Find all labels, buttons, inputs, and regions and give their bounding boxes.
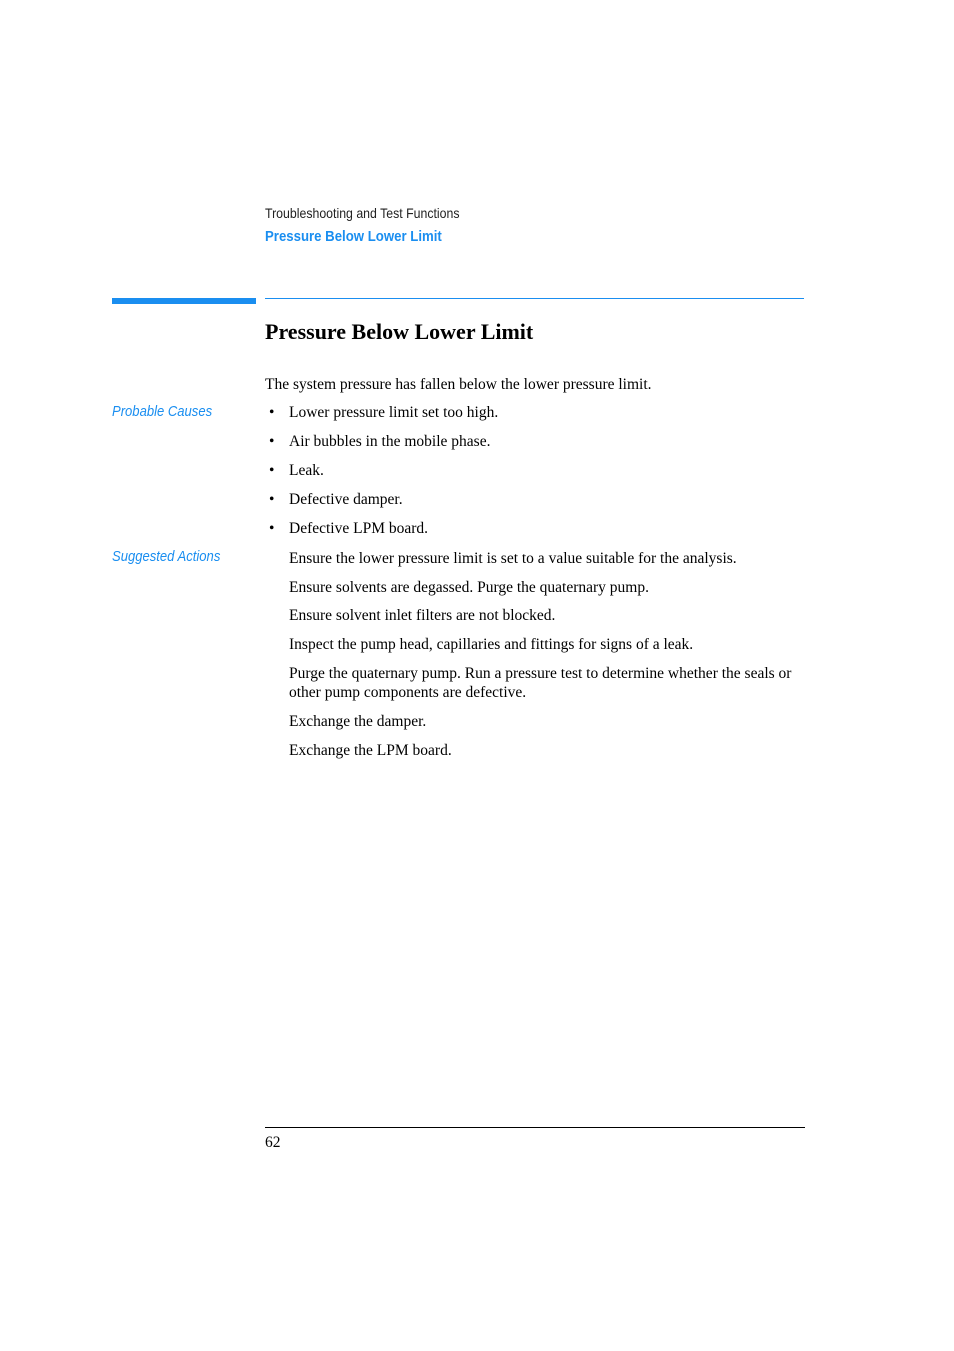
action-item: Ensure solvents are degassed. Purge the quaternary pump. — [289, 579, 649, 596]
section-accent-bar — [112, 298, 256, 304]
running-header-title: Pressure Below Lower Limit — [265, 228, 442, 245]
action-item: Exchange the damper. — [289, 713, 427, 730]
running-header-section: Troubleshooting and Test Functions — [265, 205, 460, 221]
page-number: 62 — [265, 1134, 281, 1151]
bullet-icon: • — [269, 520, 275, 537]
action-item: Exchange the LPM board. — [289, 742, 452, 759]
bullet-icon: • — [269, 491, 275, 508]
intro-paragraph: The system pressure has fallen below the lower pressure limit. — [265, 376, 652, 393]
page-title: Pressure Below Lower Limit — [265, 319, 534, 344]
cause-text: Leak. — [289, 462, 324, 479]
cause-text: Lower pressure limit set too high. — [289, 404, 499, 421]
suggested-actions-label: Suggested Actions — [112, 549, 221, 565]
footer-divider — [265, 1127, 805, 1128]
probable-causes-label: Probable Causes — [112, 404, 213, 420]
action-item: Purge the quaternary pump. Run a pressure test to determine whether the seals or other pump components are defective. — [289, 665, 792, 701]
bullet-icon: • — [269, 433, 275, 450]
section-divider — [265, 298, 804, 299]
cause-text: Defective LPM board. — [289, 520, 429, 537]
action-item: Ensure solvent inlet filters are not blocked. — [289, 607, 556, 624]
cause-text: Defective damper. — [289, 491, 403, 508]
action-item: Ensure the lower pressure limit is set to a value suitable for the analysis. — [289, 550, 737, 567]
action-item: Inspect the pump head, capillaries and fittings for signs of a leak. — [289, 636, 694, 653]
bullet-icon: • — [269, 404, 275, 421]
cause-text: Air bubbles in the mobile phase. — [289, 433, 491, 450]
bullet-icon: • — [269, 462, 275, 479]
